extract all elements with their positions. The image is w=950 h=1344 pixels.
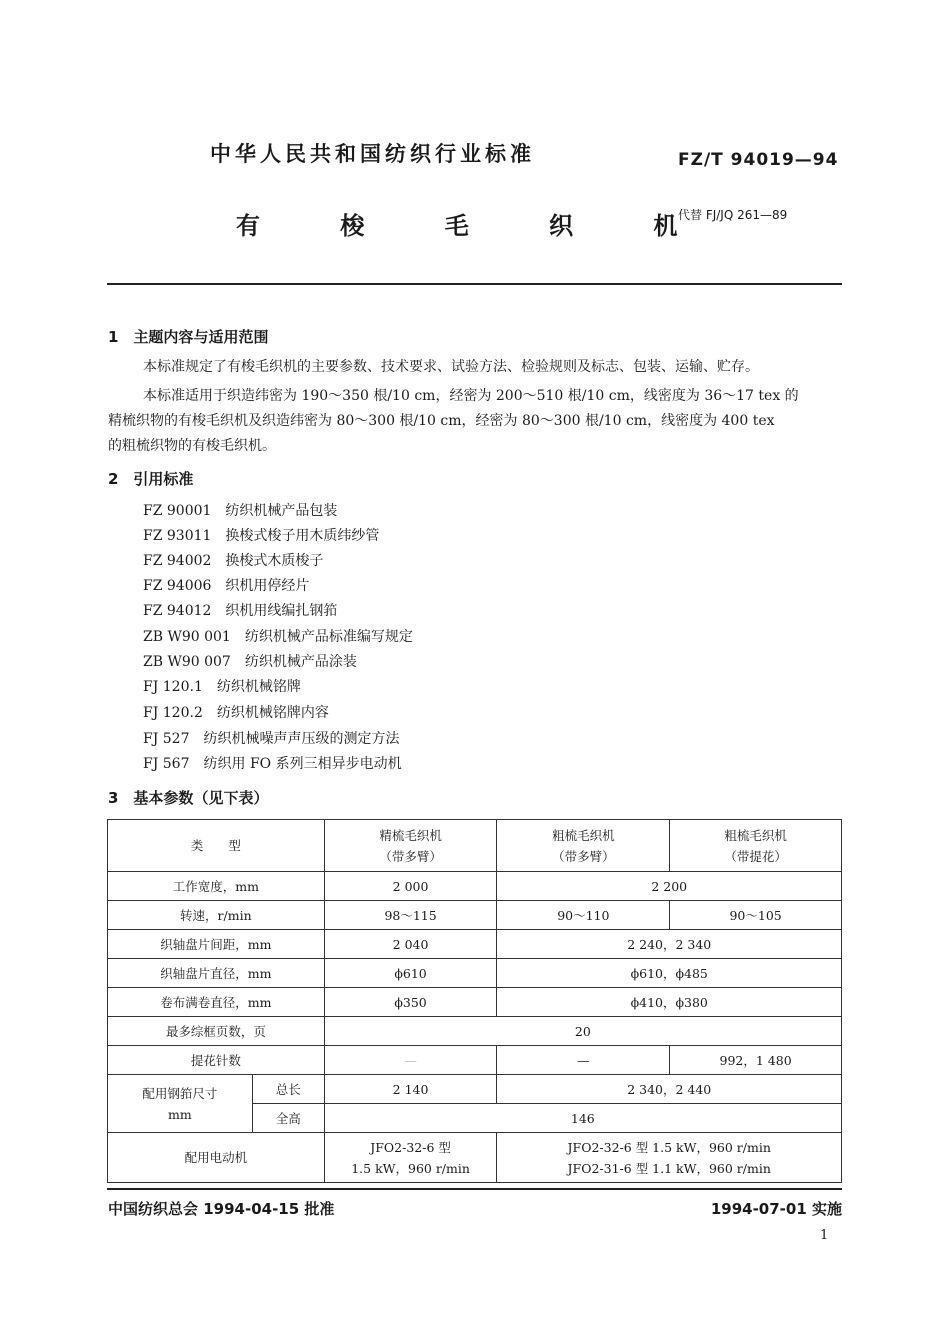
header-rule	[107, 283, 842, 285]
table-row	[108, 930, 842, 959]
col-woolen-dobby-header: 粗梳毛织机 （带多臂）	[497, 820, 670, 872]
table-row	[108, 1133, 842, 1183]
cell: ϕ610，ϕ485	[497, 959, 842, 988]
table-row	[108, 901, 842, 930]
table-row	[108, 1075, 842, 1104]
type-header: 类 型	[108, 820, 325, 872]
col-worsted-header: 精梳毛织机 （带多臂）	[324, 820, 497, 872]
cell: 90～105	[670, 901, 842, 930]
row-label: 织轴盘片直径，mm	[108, 959, 325, 988]
cell: JFO2-32-6 型 1.5 kW，960 r/min	[324, 1133, 497, 1183]
row-label: 配用钢筘尺寸 mm	[108, 1075, 253, 1133]
cell: 2 040	[324, 930, 497, 959]
ref-item: FZ 94012 织机用线编扎钢筘	[143, 603, 338, 619]
cell: ϕ610	[324, 959, 497, 988]
cell: ϕ410，ϕ380	[497, 988, 842, 1017]
table-row	[108, 1046, 842, 1075]
ref-item: FJ 120.1 纺织机械铭牌	[143, 679, 301, 695]
cell: —	[324, 1046, 497, 1075]
ref-item: FZ 93011 换梭式梭子用木质纬纱管	[143, 528, 380, 544]
section-1-para-1: 本标准规定了有梭毛织机的主要参数、技术要求、试验方法、检验规则及标志、包装、运输、贮存。	[143, 359, 759, 375]
row-label: 配用电动机	[108, 1133, 325, 1183]
cell: 2 000	[324, 872, 497, 901]
footer-rule	[107, 1188, 842, 1190]
cell: 2 340，2 440	[497, 1075, 842, 1104]
row-label: 工作宽度，mm	[108, 872, 325, 901]
section-2-heading: 2 引用标准	[108, 470, 194, 488]
cell: 2 200	[497, 872, 842, 901]
table-row	[108, 959, 842, 988]
ref-item: FJ 527 纺织机械噪声声压级的测定方法	[143, 731, 400, 747]
cell: 2 240，2 340	[497, 930, 842, 959]
row-label: 转速，r/min	[108, 901, 325, 930]
section-1-para-2-line-2: 精梳织物的有梭毛织机及织造纬密为 80～300 根/10 cm，经密为 80～300 根/10 cm，线密度为 400 tex	[108, 413, 775, 429]
page-number: 1	[820, 1228, 829, 1243]
ref-item: ZB W90 007 纺织机械产品涂装	[143, 654, 357, 670]
cell: ϕ350	[324, 988, 497, 1017]
section-1-heading: 1 主题内容与适用范围	[108, 328, 269, 346]
sub-label: 全高	[252, 1104, 324, 1133]
ref-item: FJ 120.2 纺织机械铭牌内容	[143, 705, 329, 721]
cell: 146	[324, 1104, 841, 1133]
cell: 98～115	[324, 901, 497, 930]
effective-date: 1994-07-01 实施	[710, 1200, 842, 1218]
table-header-row	[108, 820, 842, 872]
ref-item: FJ 567 纺织用 FO 系列三相异步电动机	[143, 756, 402, 772]
ref-item: FZ 94006 织机用停经片	[143, 578, 310, 594]
row-label: 织轴盘片间距，mm	[108, 930, 325, 959]
section-1-para-2-line-1: 本标准适用于织造纬密为 190～350 根/10 cm，经密为 200～510 根/10 cm，线密度为 36～17 tex 的	[143, 388, 799, 404]
ref-item: FZ 94002 换梭式木质梭子	[143, 553, 324, 569]
table-row	[108, 988, 842, 1017]
org-title: 中华人民共和国纺织行业标准	[210, 142, 535, 166]
cell: 90～110	[497, 901, 670, 930]
approval-date: 中国纺织总会 1994-04-15 批准	[108, 1200, 335, 1218]
standard-code: FZ/T 94019—94	[678, 150, 839, 170]
row-label: 最多综框页数，页	[108, 1017, 325, 1046]
table-row	[108, 1017, 842, 1046]
ref-item: FZ 90001 纺织机械产品包装	[143, 503, 338, 519]
cell: 2 140	[324, 1075, 497, 1104]
col-woolen-jacquard-header: 粗梳毛织机 （带提花）	[670, 820, 842, 872]
row-label: 卷布满卷直径，mm	[108, 988, 325, 1017]
cell: 20	[324, 1017, 841, 1046]
section-1-para-2-line-3: 的粗梳织物的有梭毛织机。	[108, 438, 276, 454]
cell: —	[497, 1046, 670, 1075]
ref-item: ZB W90 001 纺织机械产品标准编写规定	[143, 629, 413, 645]
row-label: 提花针数	[108, 1046, 325, 1075]
parameters-table	[107, 819, 842, 1183]
replaces-note: 代替 FJ/JQ 261—89	[678, 208, 788, 222]
section-3-heading: 3 基本参数（见下表）	[108, 789, 269, 807]
cell: JFO2-32-6 型 1.5 kW，960 r/min JFO2-31-6 型 1.1 kW，960 r/min	[497, 1133, 842, 1183]
cell: 992，1 480	[670, 1046, 842, 1075]
doc-title: 有 梭 毛 织 机	[236, 212, 714, 240]
sub-label: 总长	[252, 1075, 324, 1104]
table-row	[108, 872, 842, 901]
